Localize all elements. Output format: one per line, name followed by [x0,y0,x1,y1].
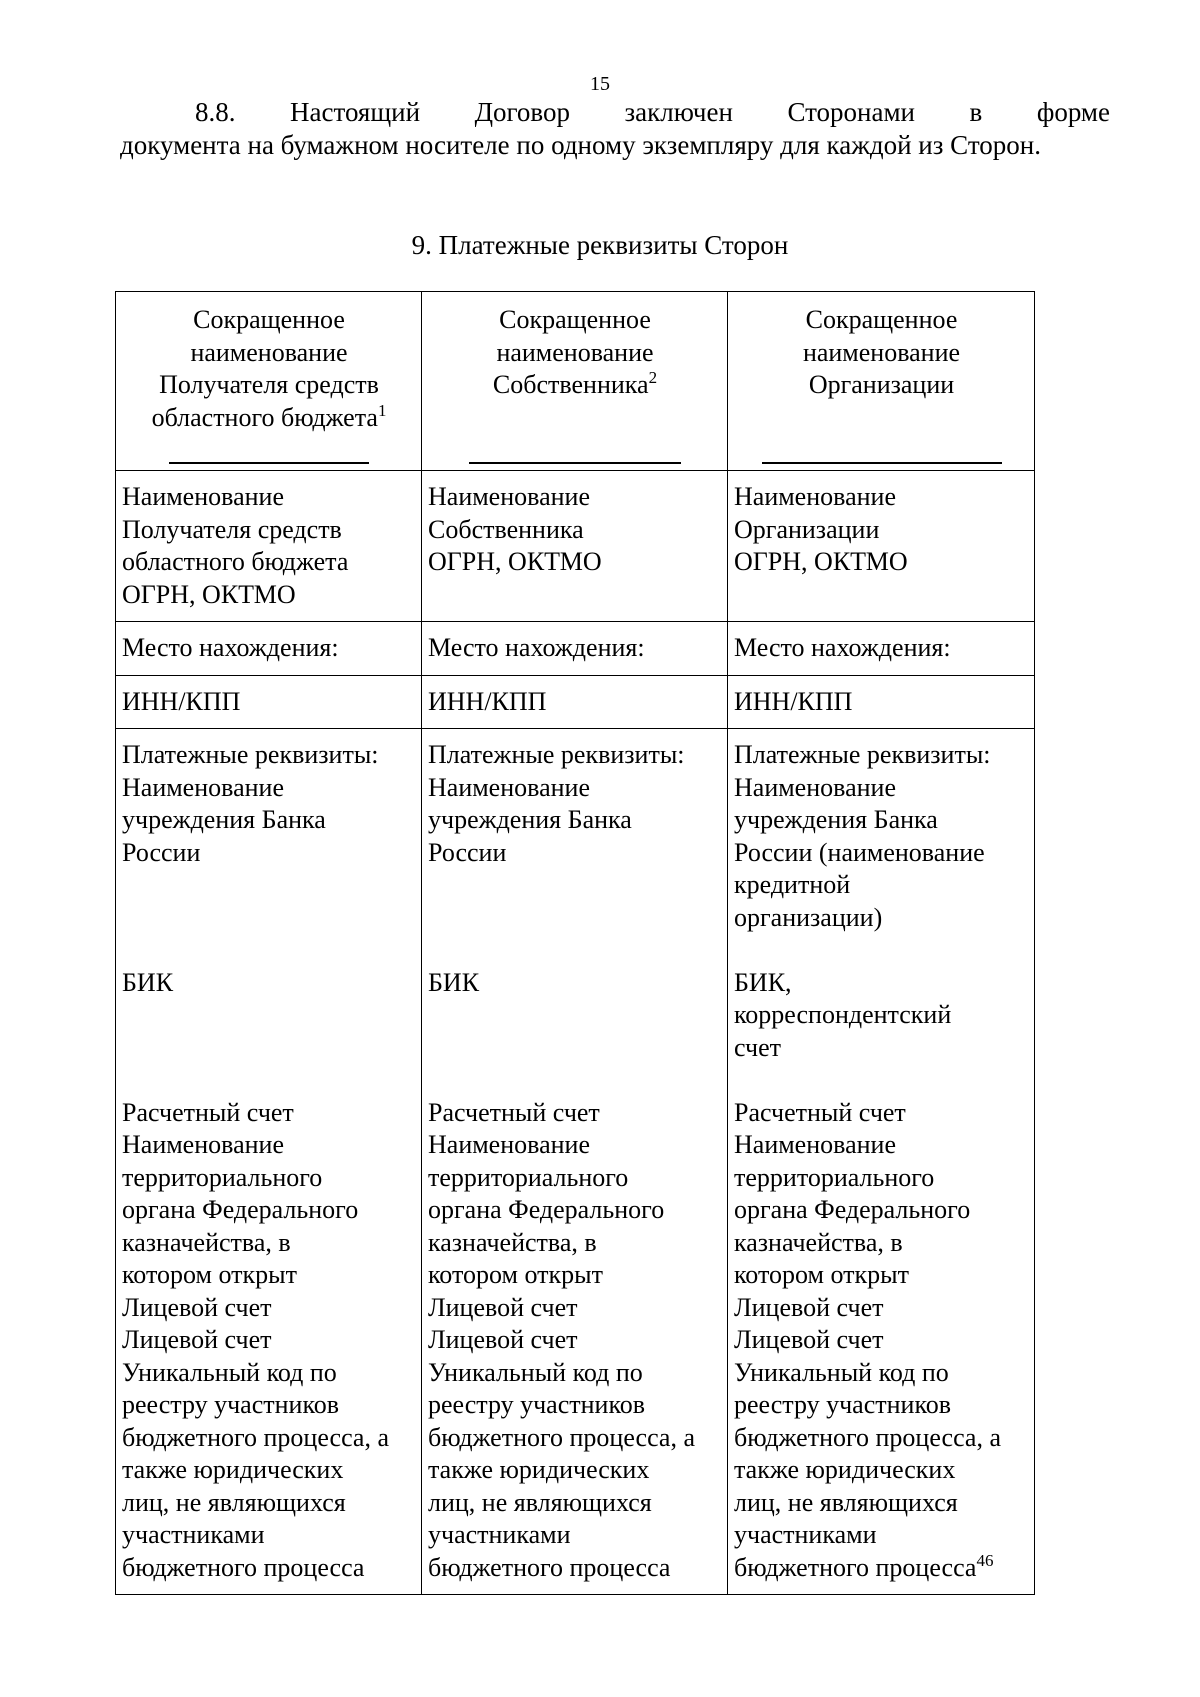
cell-line: БИК [428,967,480,997]
cell-line: также юридических [428,1455,650,1484]
header-line: Организации [808,370,955,399]
cell-line: БИК [122,967,174,997]
header-line-text: областного бюджета [151,402,378,432]
footnote-ref: 46 [976,1550,994,1570]
cell-line: Место нахождения: [122,633,339,662]
cell-line: Наименование [122,772,284,802]
cell-line: Получателя средств [122,514,342,544]
cell-line: Расчетный счет [122,1097,294,1127]
cell-line: Лицевой счет [734,1292,884,1322]
spacer [122,999,416,1097]
cell-line: казначейства, в [122,1227,291,1257]
header-line [122,402,416,435]
header-line [428,369,722,402]
recipient-inn-cell [116,675,422,729]
cell-line: Лицевой счет [428,1292,578,1322]
cell-line: Лицевой счет [122,1325,272,1354]
cell-line: участниками [428,1520,571,1549]
cell-line: организации) [734,902,883,932]
cell-line: территориального [122,1162,323,1192]
paragraph-word: в [969,97,983,127]
cell-line: ОГРН, ОКТМО [734,547,908,576]
cell-line: реестру участников [122,1390,340,1419]
organization-header-cell [728,292,1035,471]
owner-header-cell [422,292,728,471]
organization-name-cell [728,471,1035,622]
cell-line: Платежные реквизиты: [734,740,991,769]
header-line: Получателя средств [159,370,379,399]
table-row-names [116,471,1035,622]
paragraph-8-8 [120,96,1110,162]
footnote-ref: 2 [648,368,658,387]
footnote-ref: 1 [377,400,387,420]
cell-line: бюджетного процесса, а [734,1422,1002,1452]
cell-line: Платежные реквизиты: [122,740,379,769]
spacer [428,869,722,967]
cell-line: Расчетный счет [428,1097,600,1127]
recipient-name-cell [116,471,422,622]
spacer [734,934,1029,967]
cell-line: БИК, [734,967,792,997]
owner-inn-cell [422,675,728,729]
cell-line: Наименование [428,1130,590,1159]
cell-line: Место нахождения: [734,633,951,662]
cell-line: учреждения Банка [122,805,326,834]
recipient-payment-cell [116,729,422,1595]
spacer [122,869,416,967]
cell-line: корреспондентский [734,1000,952,1029]
header-line: наименование [190,337,348,367]
cell-line: ОГРН, ОКТМО [122,579,296,609]
paragraph-word: заключен [624,97,733,127]
cell-line: Уникальный код по [734,1357,949,1387]
owner-payment-cell [422,729,728,1595]
clause-number: 8.8. [195,97,236,127]
cell-line: территориального [734,1162,935,1192]
cell-line: бюджетного процесса, а [122,1422,390,1452]
cell-line: бюджетного процесса, а [428,1422,696,1452]
organization-inn-cell [728,675,1035,729]
cell-line: России (наименование [734,837,985,867]
cell-line: органа Федерального [734,1195,971,1224]
cell-line: бюджетного процесса [122,1552,365,1582]
paragraph-line-1 [120,96,1110,129]
cell-line: ИНН/КПП [428,686,547,716]
cell-line: казначейства, в [734,1227,903,1257]
paragraph-word: Договор [474,97,570,127]
cell-line: реестру участников [734,1390,952,1419]
payment-requisites-table [115,291,1035,1595]
cell-line: России [428,837,507,867]
signature-blank-line [169,442,369,464]
cell-line: Уникальный код по [428,1357,643,1387]
cell-line: котором открыт [122,1260,297,1289]
page-number: 15 [590,73,610,95]
cell-line: учреждения Банка [734,805,938,834]
organization-payment-cell [728,729,1035,1595]
cell-line: территориального [428,1162,629,1192]
header-line: Сокращенное [193,305,345,334]
cell-line: кредитной [734,870,851,899]
owner-location-cell [422,622,728,676]
spacer [734,1064,1029,1097]
spacer [428,999,722,1097]
cell-line: казначейства, в [428,1227,597,1257]
table-row-location [116,622,1035,676]
cell-line: Лицевой счет [428,1325,578,1354]
recipient-header-cell [116,292,422,471]
header-line: наименование [802,337,961,367]
cell-line: Наименование [734,482,896,511]
cell-line: ИНН/КПП [122,686,241,716]
cell-line: Место нахождения: [428,633,645,662]
cell-line: Наименование [428,772,590,802]
paragraph-word: Настоящий [290,97,421,127]
table-row-header [116,292,1035,471]
cell-line: участниками [122,1520,265,1549]
cell-line: реестру участников [428,1390,646,1419]
signature-blank-line [762,442,1002,464]
organization-location-cell [728,622,1035,676]
table-row-inn [116,675,1035,729]
cell-line: Наименование [122,482,284,511]
cell-line: лиц, не являющихся [428,1487,652,1517]
cell-line: России [122,837,201,867]
cell-line: Собственника [428,514,584,544]
cell-line-text: бюджетного процесса [734,1552,977,1582]
cell-line: Лицевой счет [122,1292,272,1322]
header-line-text: Собственника [492,370,649,399]
cell-line: Лицевой счет [734,1325,884,1354]
signature-blank-line [469,442,681,464]
table-row-payment [116,729,1035,1595]
cell-line: органа Федерального [428,1195,665,1224]
cell-line: бюджетного процесса [428,1552,671,1582]
cell-line: ИНН/КПП [734,686,853,716]
paragraph-line-2: документа на бумажном носителе по одному экземпляру для каждой из Сторон. [120,130,1041,160]
owner-name-cell [422,471,728,622]
cell-line: Платежные реквизиты: [428,740,685,769]
cell-line: Наименование [122,1130,284,1159]
cell-line: Расчетный счет [734,1097,906,1127]
cell-line: Организации [734,514,880,544]
cell-line: органа Федерального [122,1195,359,1224]
cell-line: областного бюджета [122,547,349,576]
cell-line: Наименование [734,772,896,802]
cell-line: ОГРН, ОКТМО [428,547,602,576]
cell-line: учреждения Банка [428,805,632,834]
cell-line: также юридических [734,1455,956,1484]
cell-line: котором открыт [428,1260,603,1289]
cell-line: Уникальный код по [122,1357,337,1387]
paragraph-word: Сторонами [787,97,916,127]
cell-line [734,1552,1029,1585]
paragraph-word: форме [1036,97,1110,127]
cell-line: лиц, не являющихся [734,1487,958,1517]
recipient-location-cell [116,622,422,676]
cell-line: котором открыт [734,1260,909,1289]
cell-line: лиц, не являющихся [122,1487,346,1517]
header-line: наименование [496,337,654,367]
header-line: Сокращенное [499,305,651,334]
header-line: Сокращенное [805,305,958,334]
cell-line: Наименование [428,482,590,511]
section-title: 9. Платежные реквизиты Сторон [411,230,789,260]
cell-line: также юридических [122,1455,344,1484]
cell-line: участниками [734,1520,877,1549]
cell-line: Наименование [734,1130,896,1159]
cell-line: счет [734,1032,781,1062]
